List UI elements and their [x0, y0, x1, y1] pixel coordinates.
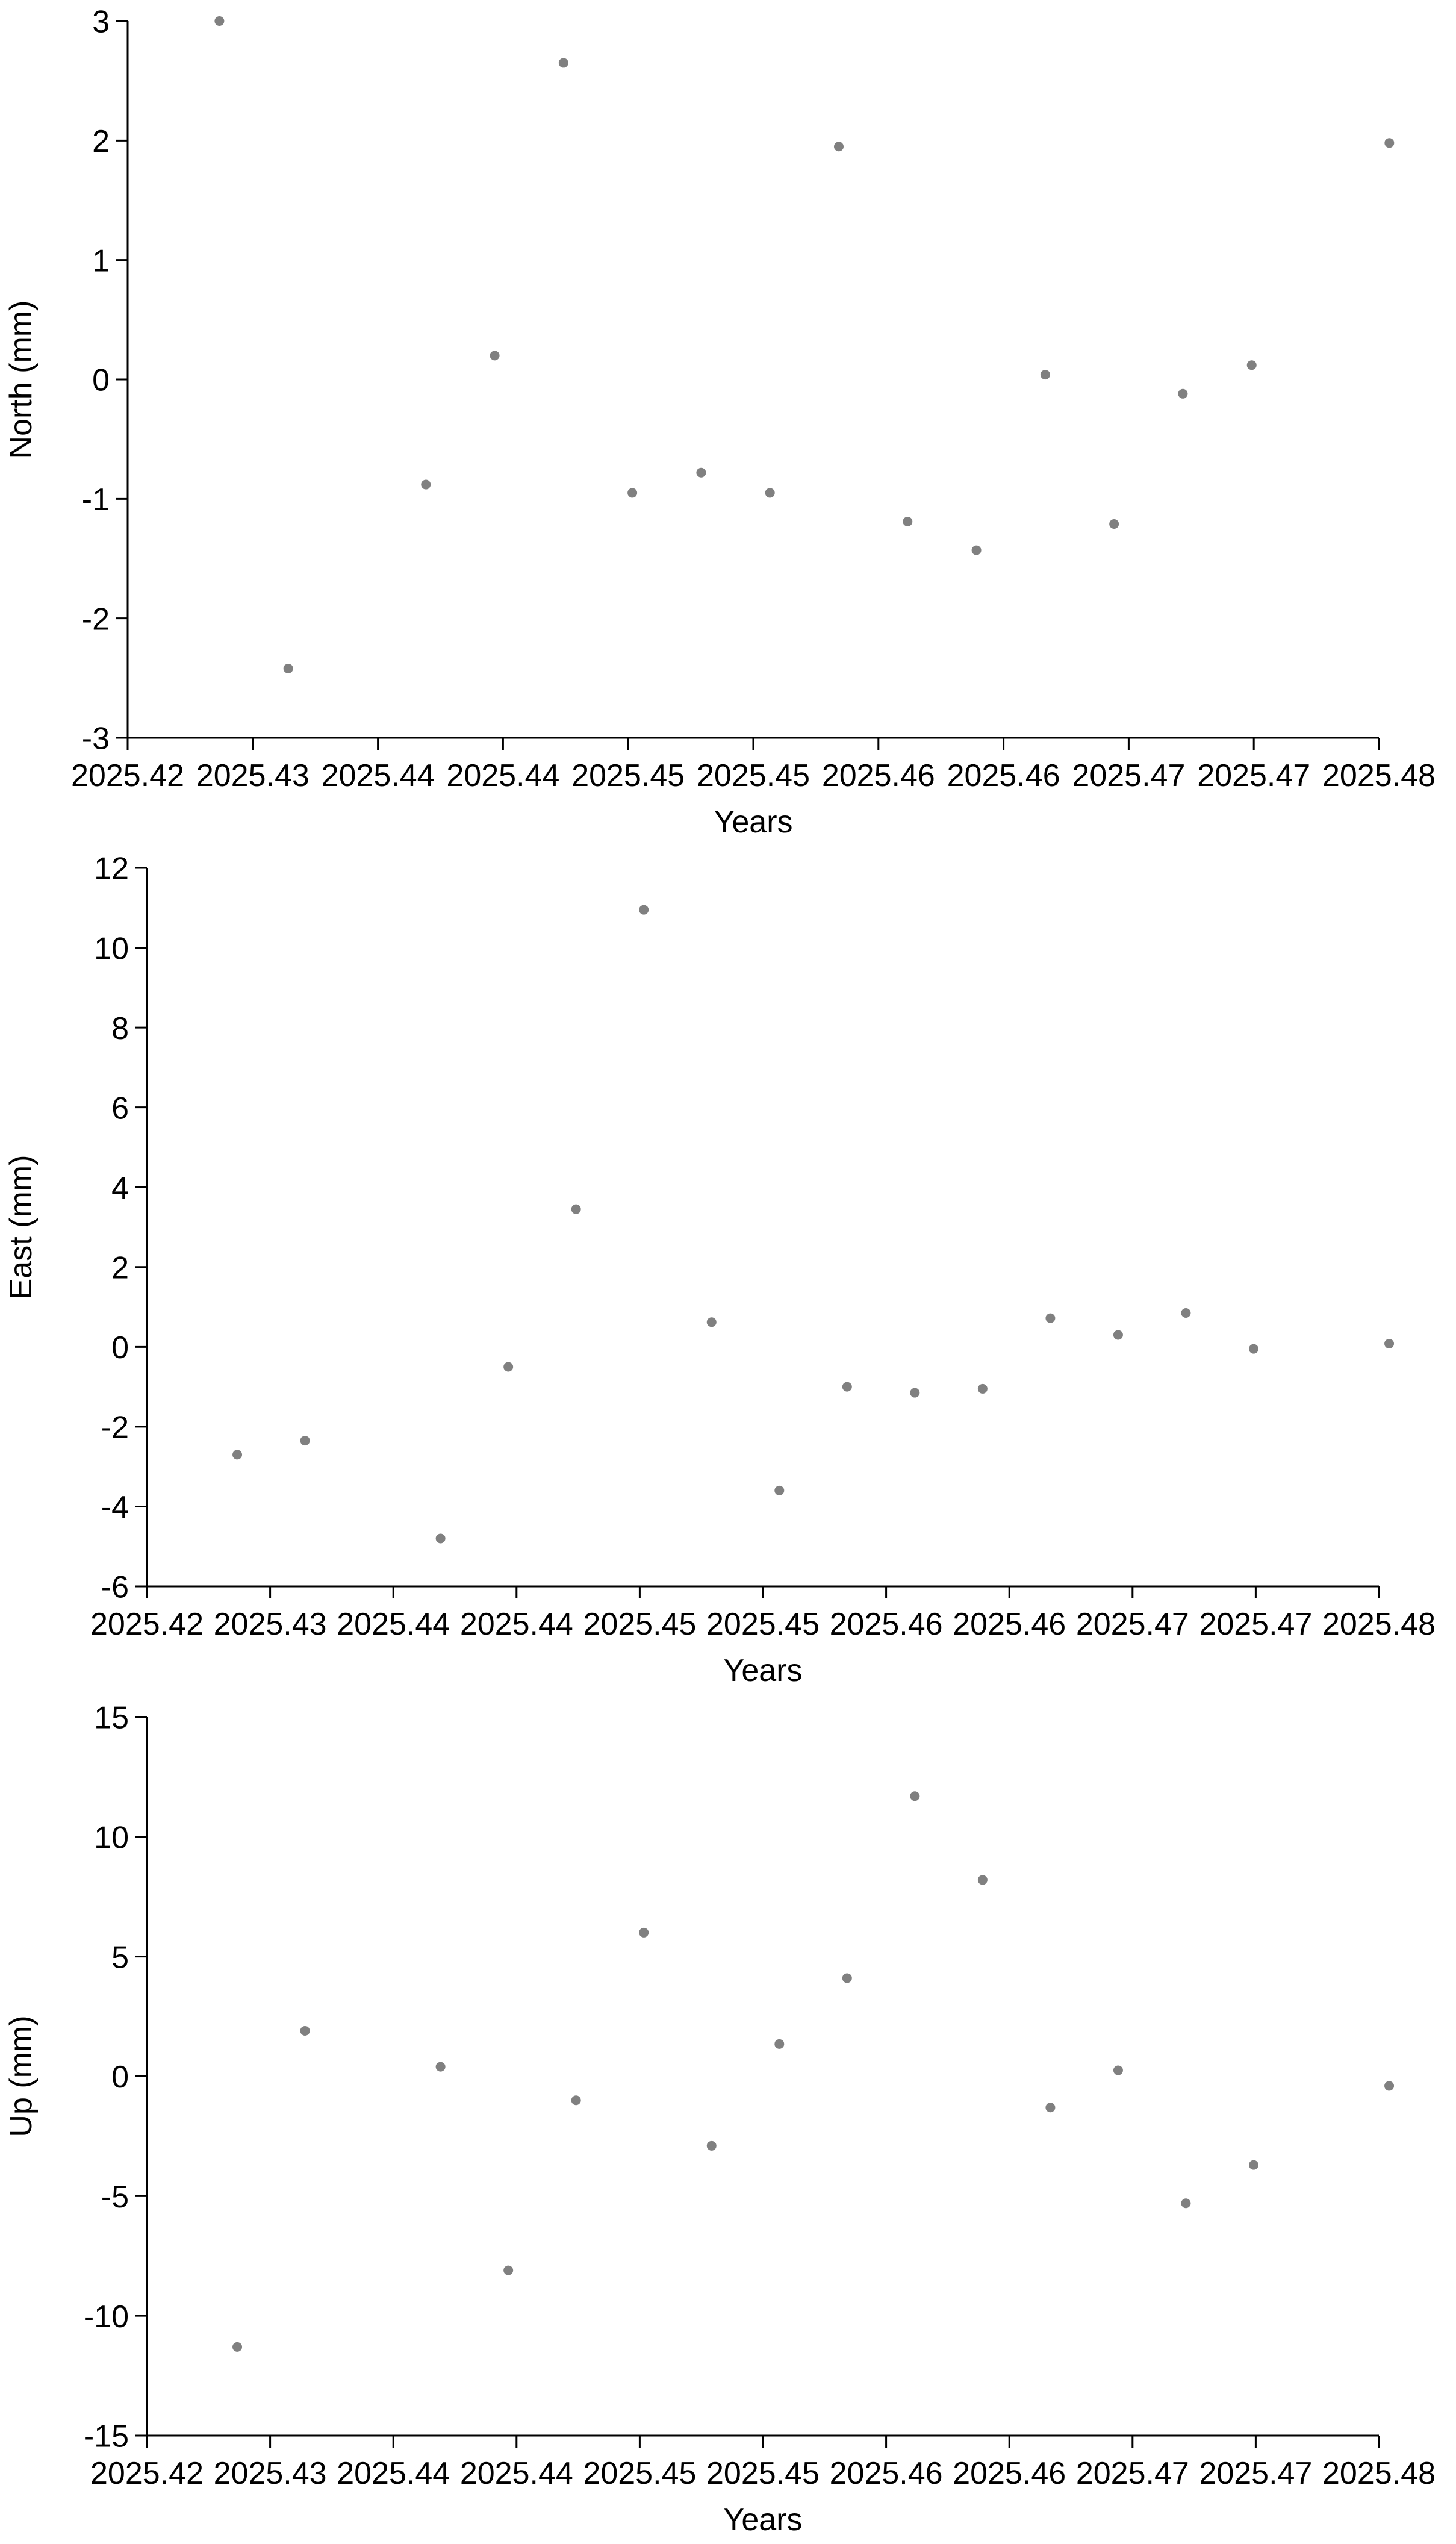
data-point: [214, 16, 224, 26]
y-tick-label: -2: [101, 1410, 129, 1445]
data-point: [1113, 2066, 1123, 2075]
data-point: [903, 517, 912, 526]
data-point: [503, 1362, 513, 1371]
y-tick-label: 0: [92, 363, 110, 398]
x-tick-label: 2025.44: [459, 2456, 573, 2491]
y-tick-label: 10: [94, 931, 129, 967]
x-tick-label: 2025.47: [1199, 2456, 1313, 2491]
x-tick-label: 2025.47: [1075, 1607, 1189, 1642]
y-axis-label: North (mm): [4, 300, 39, 459]
x-tick-label: 2025.46: [821, 758, 935, 793]
x-tick-label: 2025.47: [1199, 1607, 1313, 1642]
data-point: [696, 468, 706, 478]
x-tick-label: 2025.46: [947, 758, 1060, 793]
data-point: [707, 1317, 717, 1327]
data-point: [300, 2026, 310, 2036]
data-point: [978, 1384, 988, 1394]
data-point: [421, 480, 431, 490]
data-point: [1113, 1330, 1123, 1339]
data-point: [910, 1388, 919, 1398]
data-point: [436, 2062, 446, 2072]
data-point: [1178, 389, 1187, 399]
data-point: [300, 1436, 310, 1445]
data-point: [1384, 2081, 1394, 2090]
x-tick-label: 2025.45: [583, 2456, 697, 2491]
y-tick-label: -6: [101, 1570, 129, 1605]
data-point: [978, 1875, 988, 1885]
data-point: [774, 1486, 784, 1495]
x-tick-label: 2025.45: [697, 758, 810, 793]
y-tick-label: 2: [92, 124, 110, 160]
data-point: [284, 664, 293, 673]
y-tick-label: 12: [94, 851, 129, 887]
x-tick-label: 2025.42: [71, 758, 184, 793]
y-tick-label: -15: [83, 2419, 129, 2454]
data-point: [232, 2342, 242, 2352]
x-tick-label: 2025.42: [90, 1607, 204, 1642]
data-point: [639, 1928, 649, 1938]
y-tick-label: -2: [81, 602, 110, 637]
y-tick-label: -4: [101, 1490, 129, 1526]
y-tick-label: 15: [94, 1700, 129, 1736]
data-point: [436, 1533, 446, 1543]
x-tick-label: 2025.43: [213, 2456, 327, 2491]
data-point: [1384, 1339, 1394, 1348]
data-point: [1181, 2198, 1190, 2208]
y-tick-label: 10: [94, 1820, 129, 1856]
data-point: [639, 905, 649, 915]
data-point: [765, 488, 775, 497]
data-point: [1384, 138, 1394, 148]
data-point: [1249, 1344, 1258, 1354]
x-tick-label: 2025.46: [953, 2456, 1066, 2491]
data-point: [842, 1973, 852, 1983]
x-tick-label: 2025.48: [1322, 1607, 1436, 1642]
x-axis-label: Years: [723, 2502, 803, 2537]
y-tick-label: 1: [92, 243, 110, 279]
data-point: [571, 2095, 581, 2105]
data-point: [571, 1205, 581, 1214]
x-tick-label: 2025.46: [953, 1607, 1066, 1642]
x-axis-label: Years: [723, 1653, 803, 1688]
y-tick-label: 8: [111, 1011, 129, 1046]
x-tick-label: 2025.42: [90, 2456, 204, 2491]
data-point: [1247, 360, 1257, 370]
x-tick-label: 2025.47: [1072, 758, 1186, 793]
x-tick-label: 2025.47: [1075, 2456, 1189, 2491]
x-tick-label: 2025.48: [1322, 758, 1436, 793]
y-axis-label: Up (mm): [4, 2015, 39, 2137]
y-tick-label: 2: [111, 1250, 129, 1286]
y-tick-label: 5: [111, 1940, 129, 1975]
x-tick-label: 2025.44: [337, 1607, 450, 1642]
y-tick-label: 3: [92, 4, 110, 40]
y-tick-label: -3: [81, 721, 110, 756]
x-tick-label: 2025.44: [321, 758, 435, 793]
x-tick-label: 2025.44: [459, 1607, 573, 1642]
data-point: [503, 2266, 513, 2275]
x-tick-label: 2025.47: [1197, 758, 1311, 793]
x-tick-label: 2025.44: [337, 2456, 450, 2491]
data-point: [1045, 2103, 1055, 2112]
x-tick-label: 2025.44: [446, 758, 560, 793]
x-tick-label: 2025.45: [583, 1607, 697, 1642]
data-point: [910, 1791, 919, 1801]
y-tick-label: -1: [81, 482, 110, 518]
y-axis-label: East (mm): [4, 1155, 39, 1300]
x-tick-label: 2025.48: [1322, 2456, 1436, 2491]
data-point: [842, 1382, 852, 1392]
x-tick-label: 2025.45: [706, 2456, 820, 2491]
y-tick-label: -5: [101, 2180, 129, 2215]
x-tick-label: 2025.43: [213, 1607, 327, 1642]
data-point: [707, 2141, 717, 2151]
y-tick-label: 6: [111, 1091, 129, 1126]
data-point: [972, 546, 982, 555]
y-tick-label: -10: [83, 2299, 129, 2334]
x-axis-label: Years: [714, 805, 793, 840]
data-point: [1041, 370, 1050, 379]
x-tick-label: 2025.45: [706, 1607, 820, 1642]
x-tick-label: 2025.43: [196, 758, 310, 793]
data-point: [490, 351, 500, 360]
x-tick-label: 2025.46: [829, 2456, 943, 2491]
x-tick-label: 2025.46: [829, 1607, 943, 1642]
y-tick-label: 0: [111, 2060, 129, 2095]
x-tick-label: 2025.45: [571, 758, 685, 793]
data-point: [1181, 1308, 1190, 1318]
data-point: [834, 142, 844, 151]
data-point: [627, 488, 637, 497]
data-point: [1045, 1314, 1055, 1323]
data-point: [1249, 2160, 1258, 2170]
y-tick-label: 4: [111, 1170, 129, 1206]
data-point: [774, 2039, 784, 2049]
data-point: [1109, 519, 1119, 529]
data-point: [232, 1450, 242, 1459]
y-tick-label: 0: [111, 1330, 129, 1366]
data-point: [559, 58, 568, 67]
